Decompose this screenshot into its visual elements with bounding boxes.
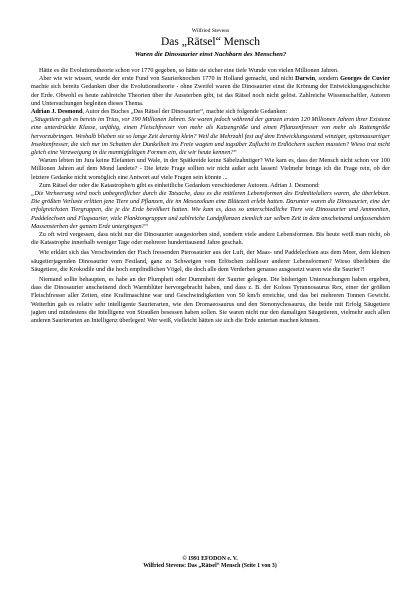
paragraph-disappearance: Wie erklärt sich das Verschwinden der Fisch fressenden Pterosaurier aus der Luft, der Maas- und Paddelechsen aus dem Meer, dem kleinen säugetierjagenden Dinosaurier vom Festland, ganz zu Schweigen vom Erlöschen zahlloser anderer Lebensformen? Wieso überlebten die Säugetiere, die Krokodile und die hoch empfindlichen Vögel, die doch alle dem Verderben genauso ausgesetzt waren wie die Saurier?! xyxy=(31,249,390,273)
quote-mammals: „Säugetiere gab es bereits im Trias, vor 190 Millionen Jahren. Sie waren jedoch während der ganzen ersten 120 Millionen Jahren ihrer Existenz eine unterdrückte Klasse, unfähig, einen Fleischfresser von mehr als Katzengröße und einen Pflanzenfresser von mehr als Rattengröße hervorzubringen. Weshalb blieben sie so lange Zeit derartig klein? Weil die Mehrzahl fest auf dem Entwicklungsstand winziger, spitzmausartiger Insektenfresser, die sich nur im Schatten der Dunkelheit ins Freie wagten und tagsüber Zuflucht in Erdlöchern suchen mussten? Wieso trat nicht gleich eine Verzweigung in die mannigfaltigen Formen ein, die wir heute kennen?“ xyxy=(31,116,390,157)
paragraph-catastrophe: Zum Rätsel der oder die Katastrophe/n gibt es einheitliche Gedanken verschiedener Autoren. Adrian J. Desmond: xyxy=(39,181,320,189)
name-cuvier: Georges de Cuvier xyxy=(340,75,390,83)
quote-devastation: „Die Verheerung wird noch unbegreiflicher durch die Tatsache, dass es die mittleren Lebensformen des Erdmittelalters waren, die überlebten. Die größten Verluste erlitten jene Tiere und Pflanzen, die im Mesozoikum eine Blütezeit erlebt hatten. Darunter waren die Dinosaurier, eine der erfolgreichsten Tiergruppen, die je die Erde bevölkert hatten. Wie kam es, dass so unterschiedliche Tiere wie Dinosaurier und Ammoniten, Paddelechsen und Flugsaurier, viele Planktongruppen und zahlreiche Landpflanzen ziemlich zur selben Zeit in dem anscheinend umfassendsten Massensterben der ganzen Erde untergingen?“ xyxy=(31,190,390,230)
paragraph-intro: Hätte es die Evolutionstheorie schon vor 1770 gegeben, so hätte sie sicher eine tiefe Wunde von vielen Millionen Jahren. xyxy=(39,67,339,74)
name-desmond: Adrian J. Desmond xyxy=(31,108,83,116)
author-name: Wilfried Stevens xyxy=(191,28,230,34)
paragraph-questions: Warum lebten im Jura keine Elefanten und Wale, in der Spätkreide keine Säbelzahntiger? Wie kam es, dass der Mensch nicht schon vor 100 Millionen Jahren auf dem Mond landete? - Die letzte Frage sollten wir nicht außer acht lassen! Vielmehr bringe ich die Frage rein, ob der letztere Gedanke nicht womöglich eine Antwort auf viele Fragen sein könnte ... xyxy=(31,157,390,181)
footer-copyright: © 1991 EFODON e. V. xyxy=(182,556,238,562)
footer-page-info: Wilfried Stevens: Das „Rätsel“ Mensch (Seite 1 von 3) xyxy=(143,563,277,570)
page-title: Das „Rätsel“ Mensch xyxy=(161,36,260,48)
paragraph-history: Aber wie wir wissen, wurde der erste Fund von Saurierknochen 1770 in Holland gemacht, und nicht Darwin, sondern Georges de Cuvier machte sich bereits Gedanken über die Evolutionstheorie - ohne Zweifel waren die Dinosaurier einst die Krönung der Entwicklungsgeschichte der Erde. Obwohl es heute zahlreiche Theorien über ihr Aussterben gibt, ist das Rätsel noch nicht gelöst. Zahlreiche Wissenschaftler, Autoren und Untersuchungen begleiten dieses Thema. xyxy=(31,75,390,107)
page-subtitle: Waren die Dinosaurier einst Nachbarn des Menschen? xyxy=(134,51,287,58)
name-darwin: Darwin xyxy=(295,75,316,83)
paragraph-intelligence: Niemand sollte behaupten, es habe an der Plumpheit oder Dummheit der Saurier gelegen. Die bisherigen Untersuchungen haben ergeben, dass die Dinosaurier anscheinend doch Warmblüter hervorgebracht haben, und dass z. B. der Koloss Tyrannosaurus Rex, einer der größten Fleischfresser aller Zeiten, eine Kraftmaschine war und Geschwindigkeiten von 50 km/h erreichte, und das bei mehreren Tonnen Gewicht. Weiterhin gab es relativ sehr intelligente Saurierarten, wie den Dromaeosaurus und den Stenonychosaurus, die beide mit Erfolg Säugetiere jagten und mindestens die Intelligenz von Straußen besessen haben sollen. Sie waren nicht nur den damaligen Säugetieren, vielmehr auch allen anderen Saurierarten an Intelligenz überlegen! Wer weiß, vielleicht hätten sie sich die Erde untertan machen können. xyxy=(31,276,390,325)
paragraph-desmond-intro: Adrian J. Desmond, Autor des Buches „Das Rätsel der Dinosaurier“, machte sich folgende Gedanken: xyxy=(31,108,288,116)
paragraph-extinction: Zu oft wird vergessen, dass nicht nur die Dinosaurier ausgestorben sind, sondern viele andere Lebensformen. Bis heute weiß man nicht, ob die Katastrophe innerhalb weniger Tage oder mehrerer hunderttausend Jahre geschah. xyxy=(31,231,390,247)
page-footer xyxy=(0,556,420,571)
